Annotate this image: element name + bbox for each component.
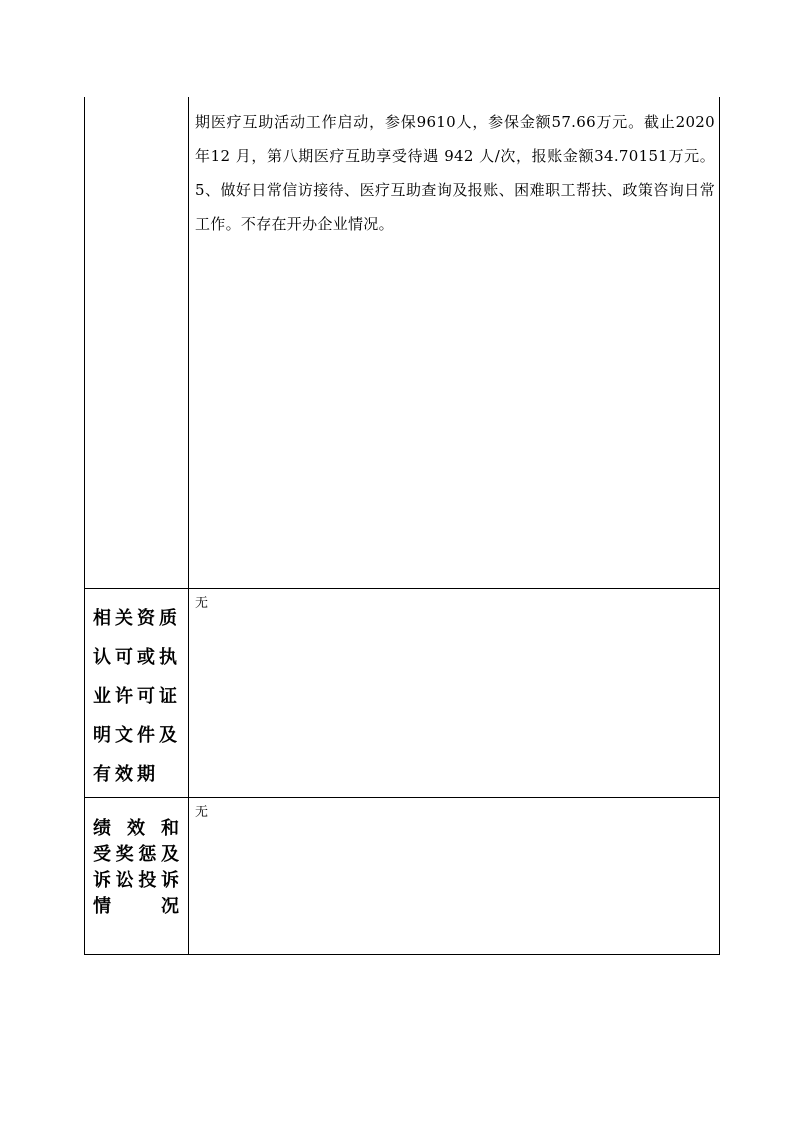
awards-label-line: 诉讼投诉 <box>93 870 179 891</box>
awards-value: 无 <box>195 805 209 820</box>
awards-label-line: 绩效和 <box>93 818 179 839</box>
qualification-label: 相关资质认可或执业许可证明文件及有效期 <box>93 608 181 785</box>
table-row-qualification <box>85 588 719 797</box>
report-table <box>84 97 720 955</box>
table-row-awards <box>85 797 719 955</box>
awards-label-line: 受奖惩及 <box>93 844 179 865</box>
awards-label <box>85 816 188 920</box>
table-row-business-summary <box>85 97 719 588</box>
business-summary-text: 期医疗互助活动工作启动，参保9610人，参保金额57.66万元。截止2020年12 月，第八期医疗互助享受待遇 942 人/次，报账金额34.70151万元。 5、做好日常信访接待、医疗互助查询及报账、困难职工帮扶、政策咨询日常工作。不存在开办企业情况。 <box>195 113 715 233</box>
qualification-value: 无 <box>195 596 209 611</box>
awards-label-line: 情况 <box>93 896 179 917</box>
